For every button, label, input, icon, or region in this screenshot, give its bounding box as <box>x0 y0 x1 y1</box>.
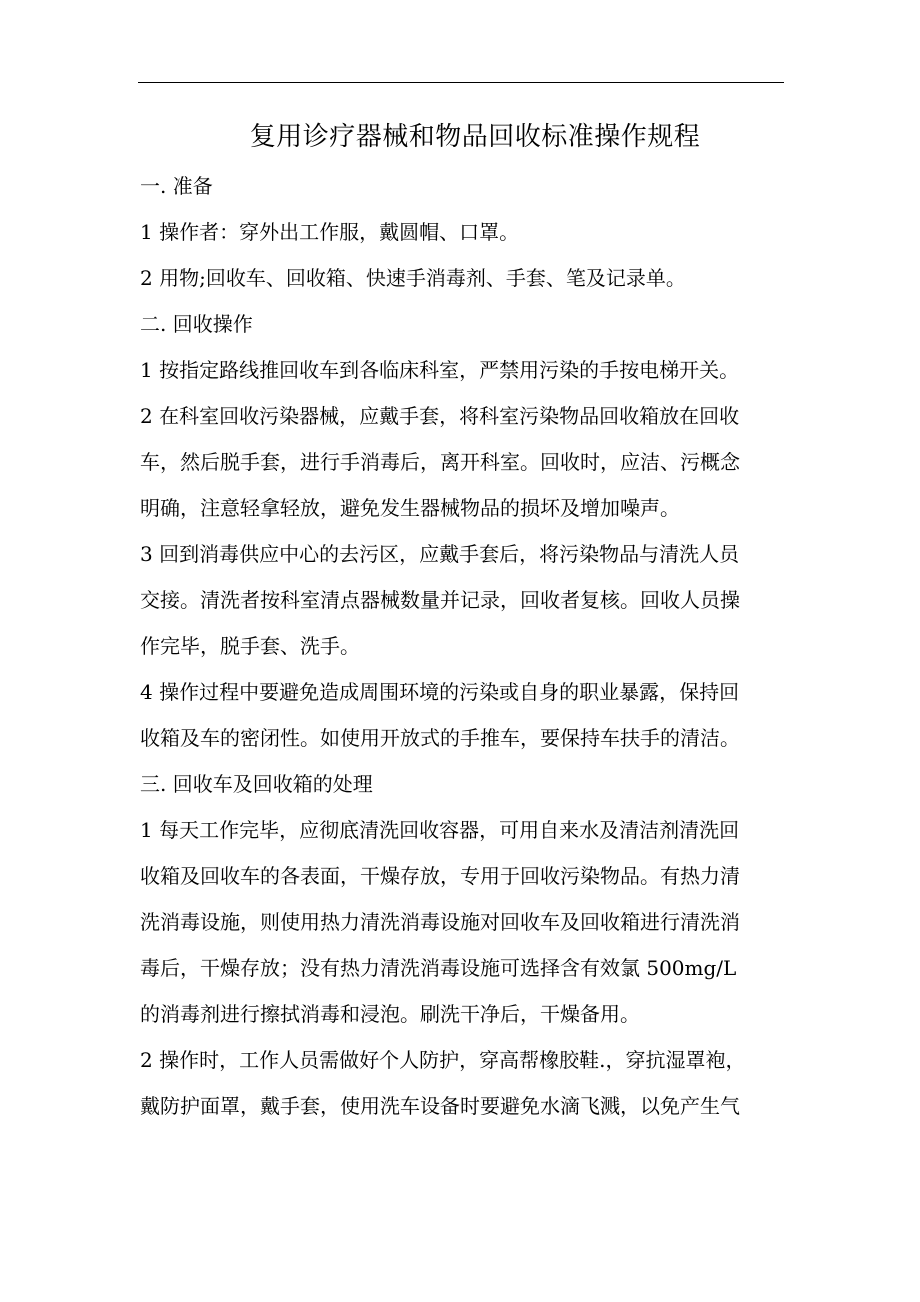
header-rule <box>138 82 784 83</box>
text-line: 作完毕，脱手套、洗手。 <box>140 634 360 658</box>
text-line: 收箱及回收车的各表面，干燥存放，专用于回收污染物品。有热力清 <box>140 864 740 888</box>
text-line: 1 每天工作完毕，应彻底清洗回收容器，可用自来水及清洁剂清洗回 <box>140 818 740 842</box>
text-line: 二. 回收操作 <box>140 312 253 336</box>
text-line: 1 按指定路线推回收车到各临床科室，严禁用污染的手按电梯开关。 <box>140 358 740 382</box>
text-line: 3 回到消毒供应中心的去污区，应戴手套后，将污染物品与清洗人员 <box>140 542 740 566</box>
text-line: 明确，注意轻拿轻放，避免发生器械物品的损坏及增加噪声。 <box>140 496 680 520</box>
text-line: 三. 回收车及回收箱的处理 <box>140 772 373 796</box>
text-line: 毒后，干燥存放；没有热力清洗消毒设施可选择含有效氯 500mg/L <box>140 956 737 980</box>
document-title: 复用诊疗器械和物品回收标准操作规程 <box>249 122 701 152</box>
text-line: 交接。清洗者按科室清点器械数量并记录，回收者复核。回收人员操 <box>140 588 740 612</box>
text-line: 车，然后脱手套，进行手消毒后，离开科室。回收时，应洁、污概念 <box>140 450 740 474</box>
text-line: 一. 准备 <box>140 174 213 198</box>
text-line: 戴防护面罩，戴手套，使用洗车设备时要避免水滴飞溅，以免产生气 <box>140 1094 740 1118</box>
document-body <box>140 163 785 1129</box>
text-line: 1 操作者：穿外出工作服，戴圆帽、口罩。 <box>140 220 520 244</box>
text-line: 2 在科室回收污染器械，应戴手套，将科室污染物品回收箱放在回收 <box>140 404 740 428</box>
text-line: 2 用物;回收车、回收箱、快速手消毒剂、手套、笔及记录单。 <box>140 266 686 290</box>
text-line: 2 操作时，工作人员需做好个人防护，穿高帮橡胶鞋.，穿抗湿罩袍， <box>140 1048 746 1072</box>
text-line: 收箱及车的密闭性。如使用开放式的手推车，要保持车扶手的清洁。 <box>140 726 740 750</box>
text-line: 洗消毒设施，则使用热力清洗消毒设施对回收车及回收箱进行清洗消 <box>140 910 740 934</box>
text-line: 的消毒剂进行擦拭消毒和浸泡。刷洗干净后，干燥备用。 <box>140 1002 640 1026</box>
text-line: 4 操作过程中要避免造成周围环境的污染或自身的职业暴露，保持回 <box>140 680 740 704</box>
